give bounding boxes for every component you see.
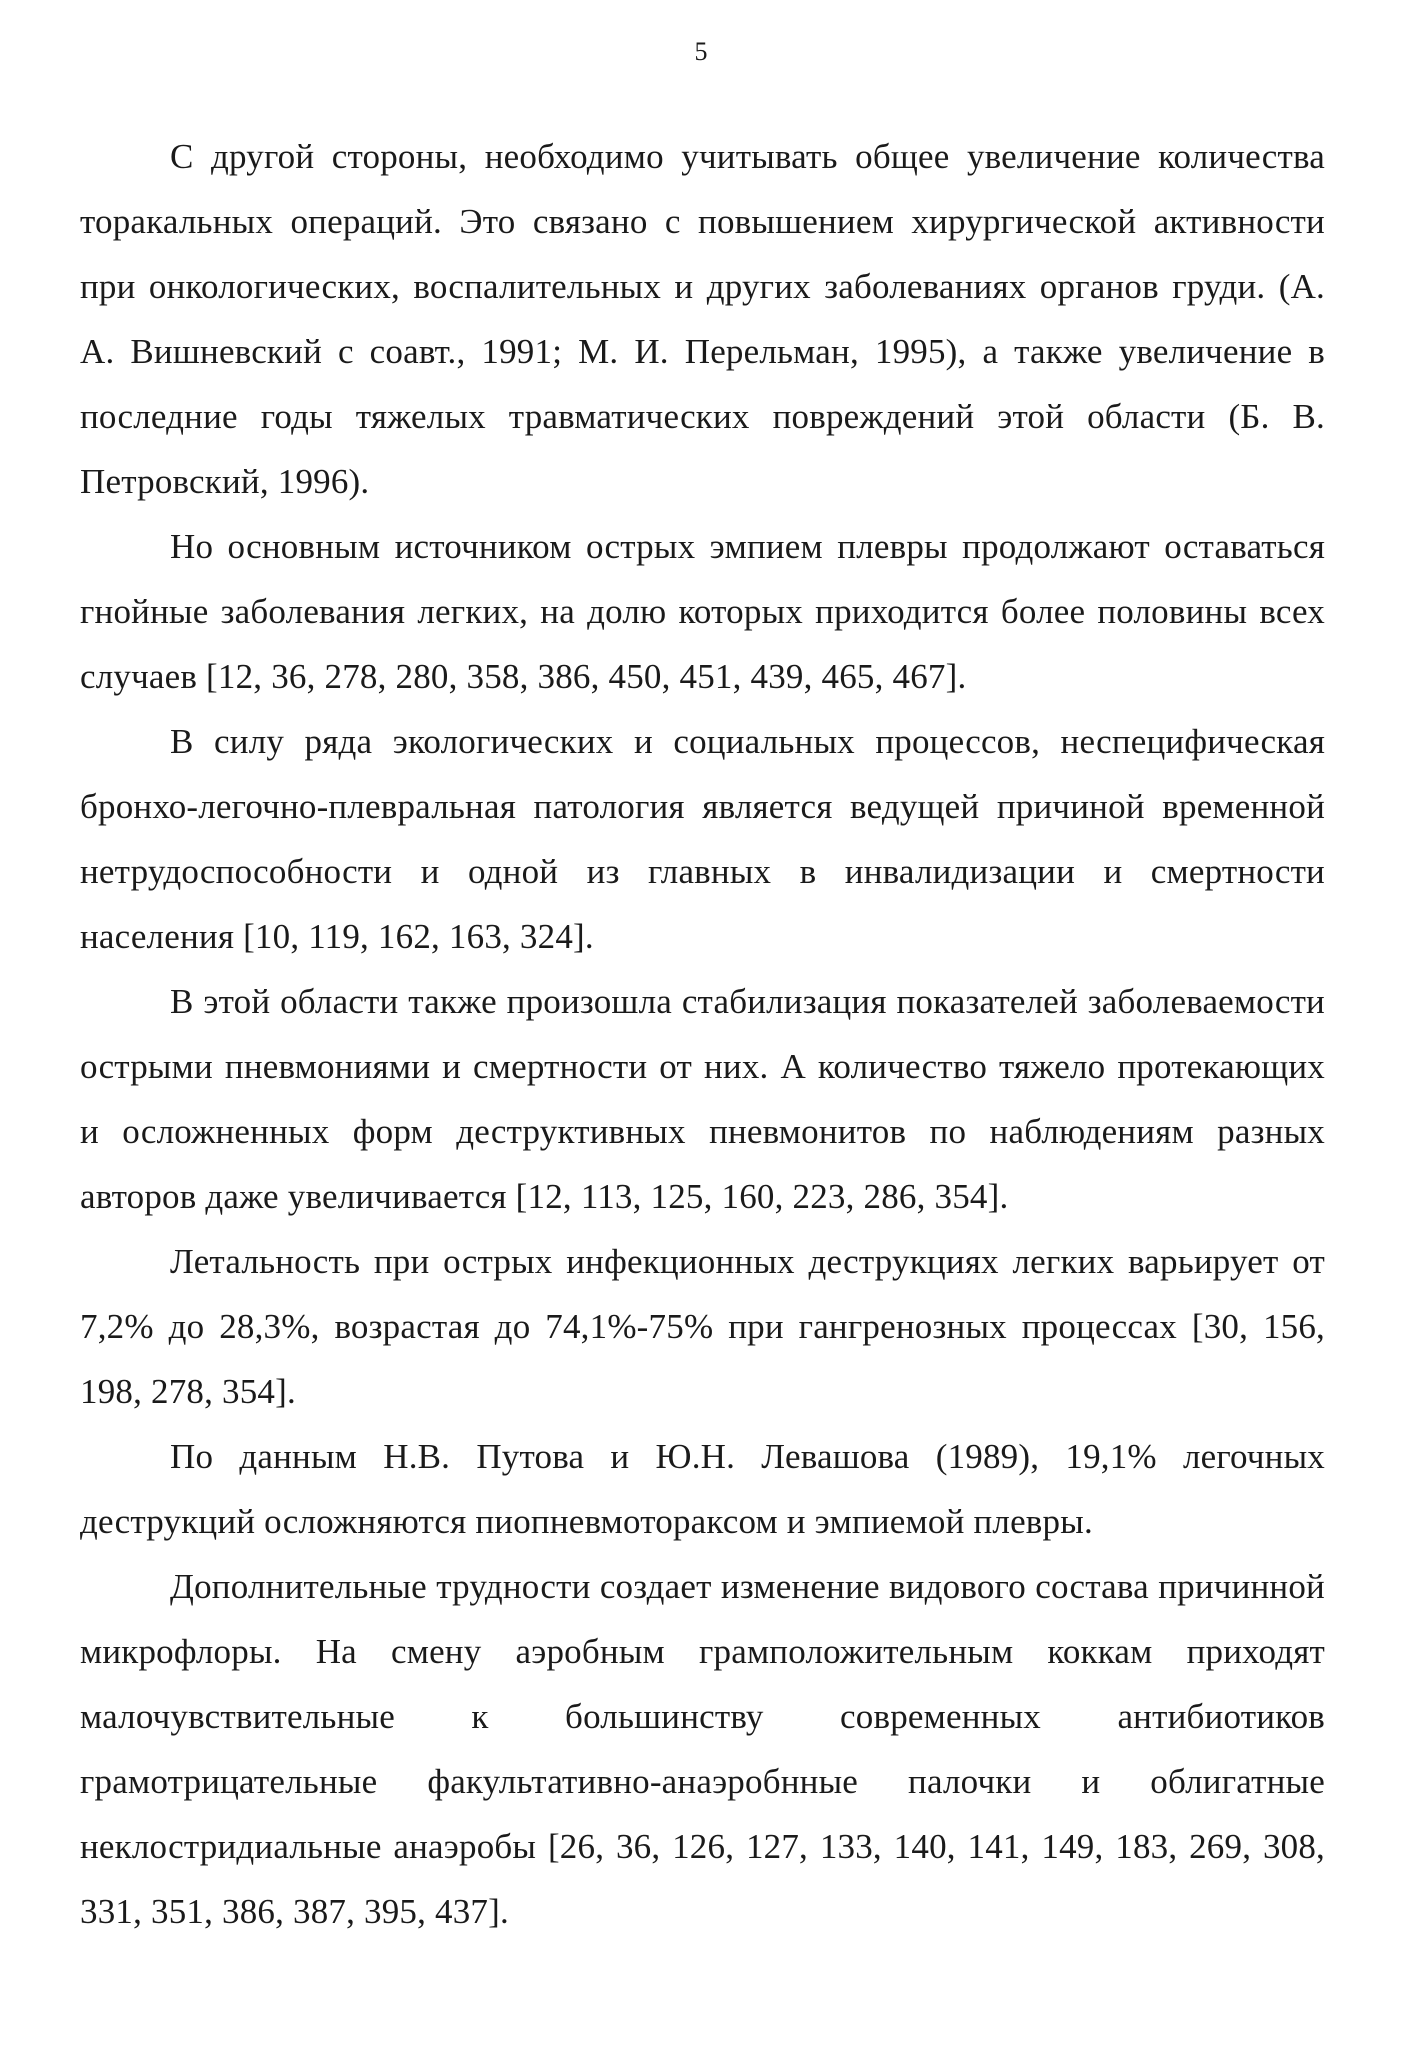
body-text bbox=[80, 124, 1325, 1944]
paragraph-empyema-sources: Но основным источником острых эмпием плевры продолжают оставаться гнойные заболевания легких, на долю которых приходится более половины всех случаев [12, 36, 278, 280, 358, 386, 450, 451, 439, 465, 467]. bbox=[80, 527, 1325, 696]
paragraph-bronchopulmonary-pathology: В силу ряда экологических и социальных процессов, неспецифическая бронхо-легочно-плевральная патология является ведущей причиной временной нетрудоспособности и одной из главных в инвалидизации и смертности населения [10, 119, 162, 163, 324]. bbox=[80, 722, 1325, 956]
paragraph-thoracic-operations: С другой стороны, необходимо учитывать общее увеличение количества торакальных операций. Это связано с повышением хирургической активности при онкологических, воспалительных и других заболеваниях органов груди. (А. А. Вишневский с соавт., 1991; М. И. Перельман, 1995), а также увеличение в последние годы тяжелых травматических повреждений этой области (Б. В. Петровский, 1996). bbox=[80, 137, 1325, 501]
paragraph-pneumonia-stabilization: В этой области также произошла стабилизация показателей заболеваемости острыми пневмониями и смертности от них. А количество тяжело протекающих и осложненных форм деструктивных пневмонитов по наблюдениям разных авторов даже увеличивается [12, 113, 125, 160, 223, 286, 354]. bbox=[80, 982, 1325, 1216]
paragraph-mortality: Летальность при острых инфекционных деструкциях легких варьирует от 7,2% до 28,3%, возрастая до 74,1%-75% при гангренозных процессах [30, 156, 198, 278, 354]. bbox=[80, 1242, 1325, 1411]
page-number: 5 bbox=[694, 37, 708, 66]
paragraph-putov-levashov: По данным Н.В. Путова и Ю.Н. Левашова (1989), 19,1% легочных деструкций осложняются пиопневмотораксом и эмпиемой плевры. bbox=[80, 1437, 1325, 1541]
paragraph-microflora: Дополнительные трудности создает изменение видового состава причинной микрофлоры. На смену аэробным грамположительным коккам приходят малочувствительные к большинству современных антибиотиков грамотрицательные факультативно-анаэробнные палочки и облигатные неклостридиальные анаэробы [26, 36, 126, 127, 133, 140, 141, 149, 183, 269, 308, 331, 351, 386, 387, 395, 437]. bbox=[80, 1567, 1325, 1931]
